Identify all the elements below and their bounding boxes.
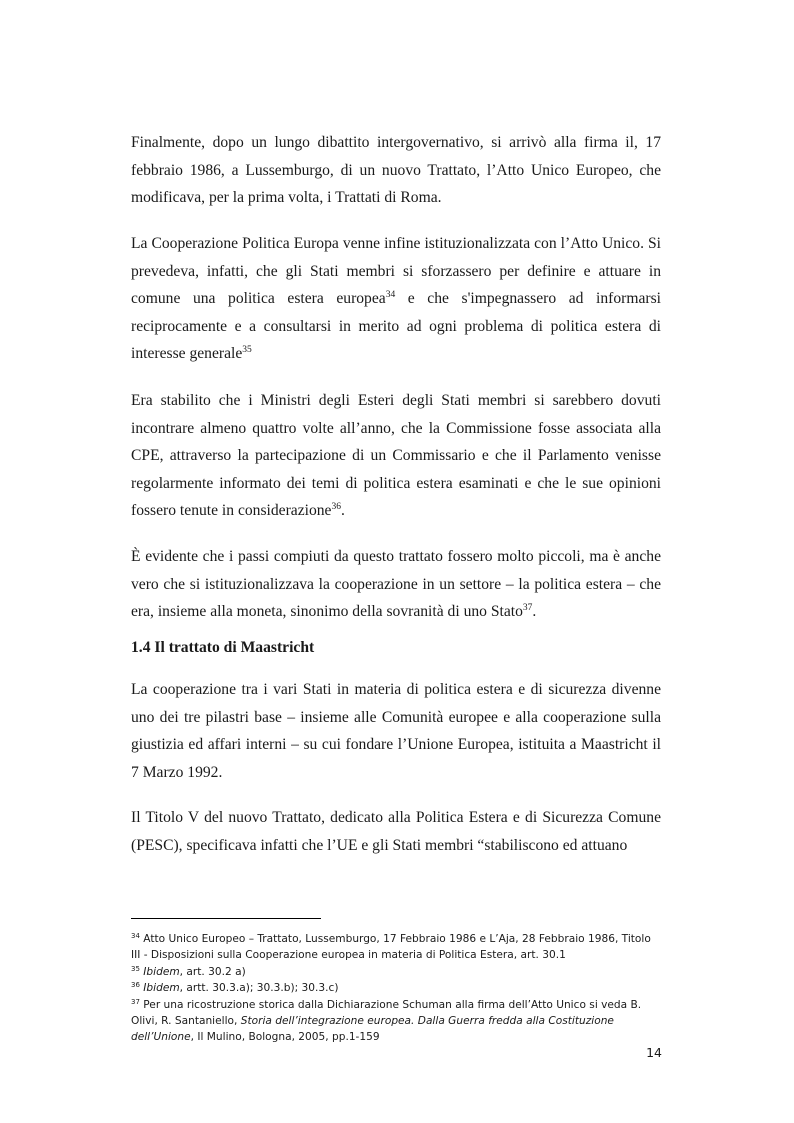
paragraph-text: La cooperazione tra i vari Stati in materia di politica estera e di sicurezza divenne uno dei tre pilastri base – insieme alle Comunità europee e alla cooperazione sulla giustizia ed affari interni – su cui fondare l’Unione Europea, istituita a Maastricht il 7 Marzo 1992. — [131, 681, 661, 781]
paragraph-text: Il Titolo V del nuovo Trattato, dedicato alla Politica Estera e di Sicurezza Comune (PESC), specificava infatti che l’UE e gli Stati membri “stabiliscono ed attuano — [131, 809, 661, 854]
paragraph-text: Era stabilito che i Ministri degli Esteri degli Stati membri si sarebbero dovuti incontrare almeno quattro volte all’anno, che la Commissione fosse associata alla CPE, attraverso la partecipazione di un Commissario e che il Parlamento venisse regolarmente informato dei temi di politica estera esaminati e che le sue opinioni fossero tenute in considerazione — [131, 392, 661, 520]
footnote-book-title: Storia dell’integrazione europea. Dalla Guerra fredda alla Costituzione dell’Unione — [131, 1015, 614, 1044]
footnote-text: , artt. 30.3.a); 30.3.b); 30.3.c) — [179, 982, 339, 995]
paragraph-text: . — [340, 502, 345, 520]
footnote-number: 36 — [131, 981, 140, 990]
footnote-number: 37 — [131, 997, 140, 1006]
footnote-text: Atto Unico Europeo – Trattato, Lussemburgo, 17 Febbraio 1986 e L’Aja, 28 Febbraio 1986, Titolo III - Disposizioni sulla Cooperazione europea in materia di Politica Estera, art. 30.1 — [131, 933, 651, 962]
footnote-number: 35 — [131, 964, 140, 973]
footnote-ref-37[interactable]: 37 — [522, 603, 533, 614]
footnote-text: , Il Mulino, Bologna, 2005, pp.1-159 — [190, 1031, 380, 1044]
paragraph-ministri-esteri — [131, 387, 661, 525]
footnote-ref-34[interactable]: 34 — [385, 290, 396, 301]
footnote-ibidem: Ibidem — [143, 982, 180, 995]
page-number: 14 — [646, 1045, 662, 1060]
paragraph-text: e che s'impegnassero ad informarsi reciprocamente e a consultarsi in merito ad ogni problema di politica estera di interesse generale — [131, 290, 661, 363]
footnote-text: , art. 30.2 a) — [179, 965, 246, 978]
footnote-text: Per una ricostruzione storica dalla Dichiarazione Schuman alla firma dell’Atto Unico si veda B. Olivi, R. Santaniello, — [131, 998, 642, 1028]
footnote-number: 34 — [131, 932, 140, 940]
footnote-36 — [131, 980, 661, 996]
paragraph-passi-compiuti — [131, 543, 661, 626]
paragraph-text: Finalmente, dopo un lungo dibattito intergovernativo, si arrivò alla firma il, 17 febbraio 1986, a Lussemburgo, di un nuovo Trattato, l’Atto Unico Europeo, che modificava, per la prima volta, i Trattati di Roma. — [131, 134, 661, 207]
footnotes — [131, 931, 661, 1046]
footnote-ref-35[interactable]: 35 — [242, 345, 252, 356]
footnote-35 — [131, 964, 661, 980]
section-heading: 1.4 Il trattato di Maastricht — [131, 639, 315, 656]
paragraph-text: È evidente che i passi compiuti da questo trattato fossero molto piccoli, ma è anche vero che si istituzionalizzava la cooperazione in un settore – la politica estera – che era, insieme alla moneta, sinonimo della sovranità di uno Stato — [131, 548, 661, 621]
paragraph-pilastri — [131, 676, 661, 786]
footnote-37 — [131, 997, 661, 1046]
footnote-separator — [131, 918, 321, 919]
footnote-ibidem: Ibidem — [143, 965, 180, 978]
paragraph-cooperazione-politica — [131, 230, 661, 368]
paragraph-text: La Cooperazione Politica Europa venne infine istituzionalizzata con l’Atto Unico. Si prevedeva, infatti, che gli Stati membri si sforzassero per definire e attuare in comune una politica estera europea — [131, 235, 661, 308]
paragraph-text: . — [532, 603, 537, 621]
footnote-ref-36[interactable]: 36 — [331, 502, 341, 513]
paragraph-titolo-v — [131, 804, 661, 859]
paragraph-atto-unico — [131, 129, 661, 212]
footnote-34 — [131, 931, 661, 964]
